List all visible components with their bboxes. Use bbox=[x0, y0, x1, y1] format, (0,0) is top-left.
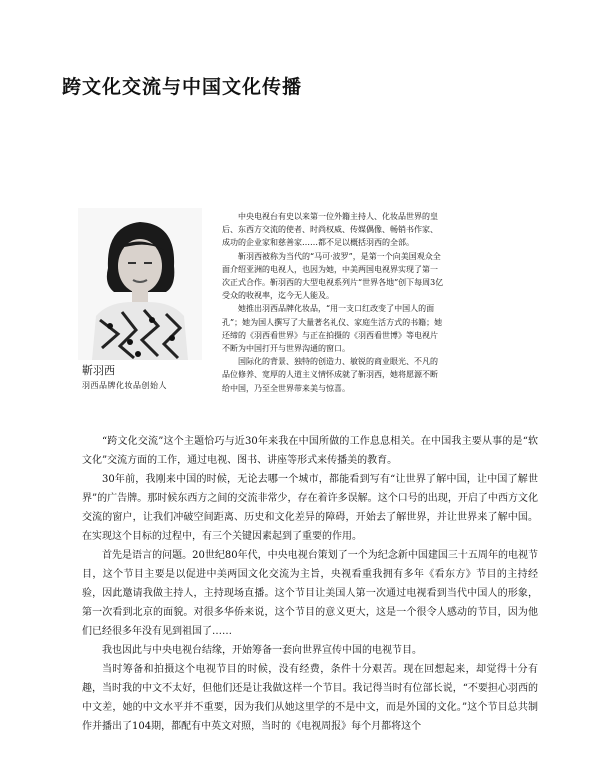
page-title: 跨文化交流与中国文化传播 bbox=[62, 76, 303, 98]
author-name: 靳羽西 bbox=[82, 364, 115, 377]
author-portrait bbox=[78, 208, 202, 360]
intro-paragraph: 中央电视台有史以来第一位外籍主持人、化妆品世界的皇后、东西方交流的使者、时尚权威、传媒偶像、畅销书作家、成功的企业家和慈善家……都不足以概括羽西的全部。 bbox=[222, 212, 438, 248]
portrait-image bbox=[78, 208, 202, 360]
article-body bbox=[82, 432, 538, 736]
body-paragraph: “跨文化交流”这个主题恰巧与近30年来我在中国所做的工作息息相关。在中国我主要从事的是“软文化”交流方面的工作，通过电视、图书、讲座等形式来传播美的教育。 bbox=[82, 436, 538, 466]
intro-paragraph: 靳羽西被称为当代的“马可·波罗”，是第一个向美国观众全面介绍亚洲的电视人，也因为她，中美两国电视界实现了第一次正式合作。靳羽西的大型电视系列片“世界各地”创下每周3亿受众的收视率，迄今无人能及。 bbox=[222, 251, 444, 301]
author-description: 羽西品牌化妆品创始人 bbox=[82, 381, 167, 390]
intro-paragraph: 她推出羽西品牌化妆品，“用一支口红改变了中国人的面孔”；她为国人撰写了大量著名礼仪、家庭生活方式的书籍；她还缔的《羽西看世界》与正在拍摄的《羽西看世博》等电视片不断为中国打开与世界沟通的窗口。 bbox=[222, 304, 443, 354]
body-paragraph: 首先是语言的问题。20世纪80年代，中央电视台策划了一个为纪念新中国建国三十五周年的电视节目，这个节目主要是以促进中美两国文化交流为主旨，央视看重我拥有多年《看东方》节目的主持经验，因此邀请我做主持人，主持现场直播。这个节目让美国人第一次通过电视看到当代中国人的形象，第一次看到北京的面貌。对很多华侨来说，这个节目的意义更大，这是一个很令人感动的节目，因为他们已经很多年没有见到祖国了…… bbox=[82, 550, 538, 637]
intro-paragraph: 国际化的背景、独特的创造力、敏锐的商业眼光、不凡的品位修养、宽厚的人道主义情怀成就了靳羽西，她将愿源不断给中国，乃至全世界带来美与惊喜。 bbox=[222, 357, 438, 393]
body-paragraph: 当时筹备和拍摄这个电视节目的时候，没有经费，条件十分艰苦。现在回想起来，却觉得十分有趣，当时我的中文不太好，但他们还是让我做这样一个节目。我记得当时有位部长说，“不要担心羽西的中文差，她的中文水平并不重要，因为我们从她这里学的不是中文，而是外国的文化。”这个节目总共制作并播出了104期，都配有中英文对照，当时的《电视周报》每个月都将这个 bbox=[82, 664, 538, 732]
body-paragraph: 30年前，我刚来中国的时候，无论去哪一个城市，都能看到写有“让世界了解中国，让中国了解世界”的广告牌。那时候东西方之间的交流非常少，存在着许多误解。这个口号的出现，开启了中西方文化交流的窗户，让我们冲破空间距离、历史和文化差异的障碍，开始去了解世界，并让世界来了解中国。在实现这个目标的过程中，有三个关键因素起到了重要的作用。 bbox=[82, 474, 538, 542]
author-intro bbox=[222, 210, 444, 395]
body-paragraph: 我也因此与中央电视台结缘，开始筹备一套向世界宣传中国的电视节目。 bbox=[102, 645, 422, 656]
